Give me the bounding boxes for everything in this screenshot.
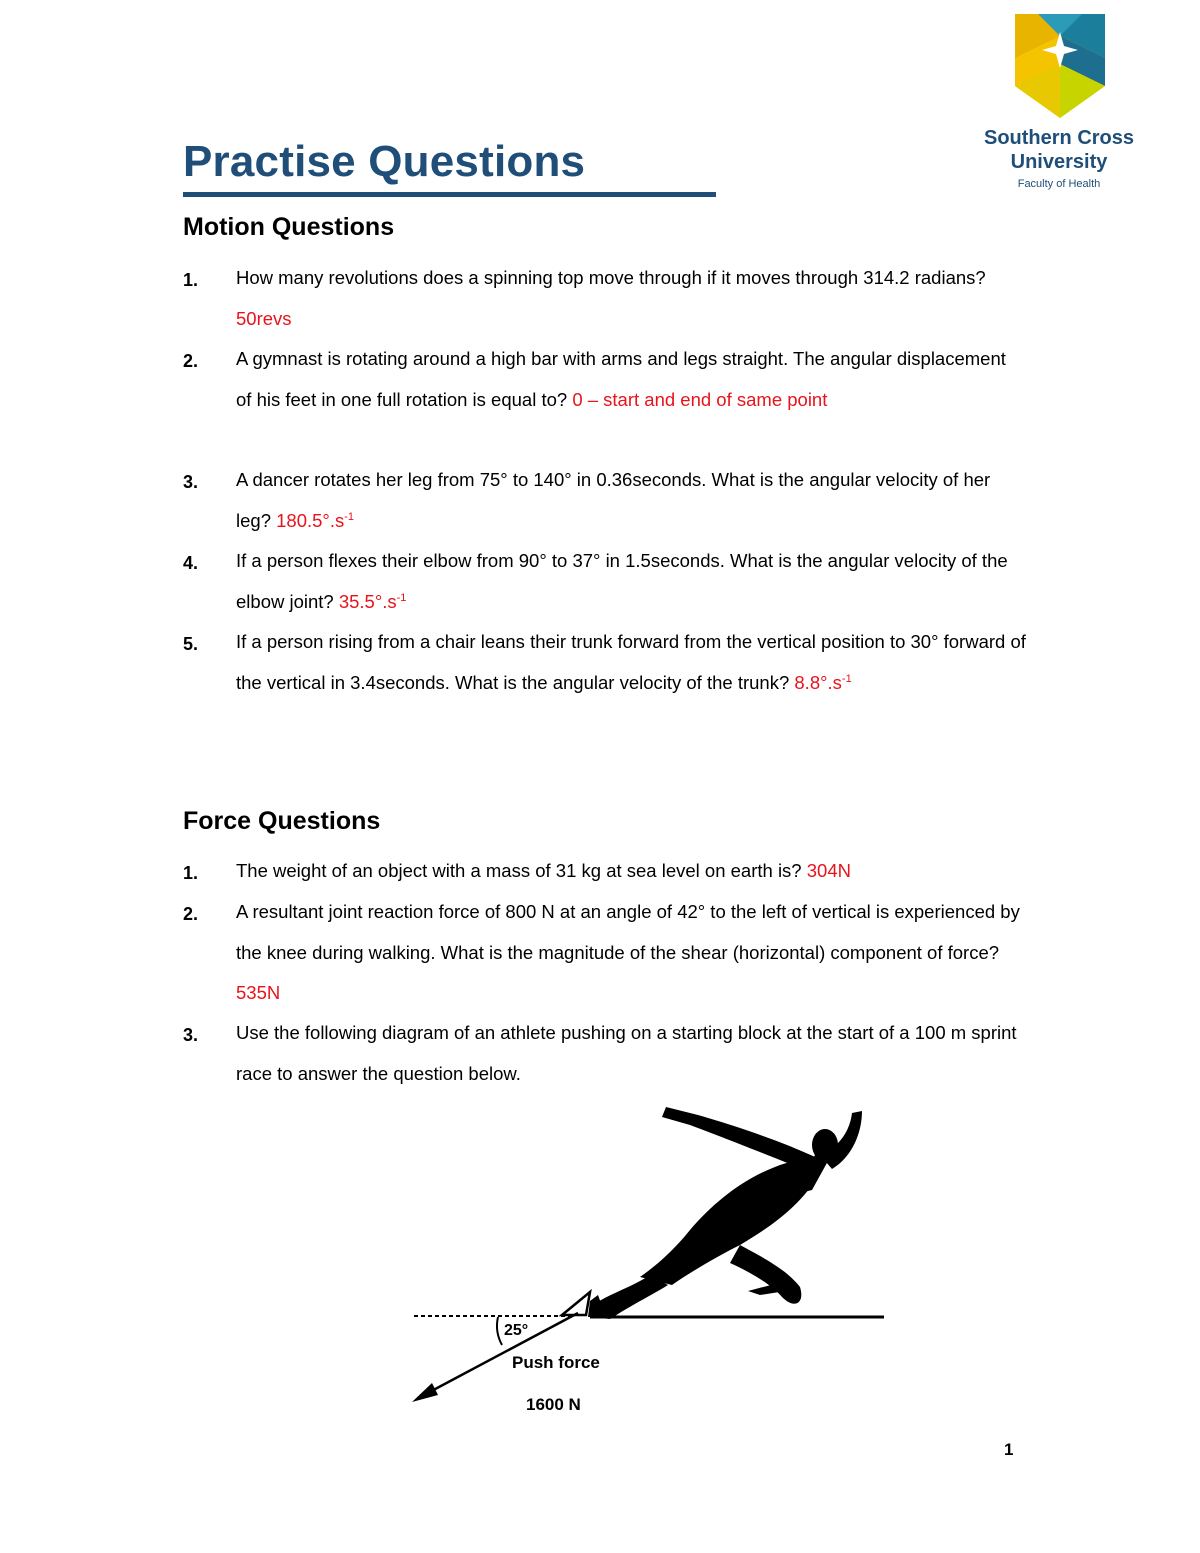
question-text: If a person flexes their elbow from 90° to 37° in 1.5seconds. What is the angular velocity of the elbow joint? [236, 550, 1008, 612]
motion-heading: Motion Questions [183, 213, 395, 241]
logo-text-line1: Southern Cross [983, 127, 1135, 149]
force-q1-number: 1. [183, 863, 199, 883]
question-text: If a person rising from a chair leans their trunk forward from the vertical position to 30° forward of the vertical in 3.4seconds. What is the angular velocity of the trunk? [236, 631, 1026, 693]
arrow-head-icon [412, 1383, 438, 1402]
motion-q5-text [236, 622, 1026, 703]
title-underline [183, 192, 716, 197]
force-value-label: 1600 N [526, 1395, 581, 1414]
angle-label: 25° [504, 1322, 529, 1339]
motion-q4-number: 4. [183, 553, 199, 573]
force-q3-text [236, 1013, 1026, 1094]
answer-text: $8.8^\circ.s^{-1}$ [794, 671, 852, 693]
answer-text: 50revs [236, 307, 292, 329]
sprinter-silhouette-icon [588, 1107, 862, 1319]
force-q2-text [236, 892, 1026, 1014]
starting-block [562, 1292, 590, 1315]
question-text: A gymnast is rotating around a high bar with arms and legs straight. The angular displacement of his feet in one full rotation is equal to? [236, 348, 1006, 410]
angle-arc [497, 1317, 502, 1345]
motion-q5-number: 5. [183, 634, 199, 654]
force-q3-number: 3. [183, 1025, 199, 1045]
page-number: 1 [1004, 1440, 1014, 1459]
answer-text: $35.5^\circ.s^{-1}$ [338, 590, 407, 612]
sprinter-illustration [400, 1095, 900, 1425]
answer-text: 0 – start and end of same point [572, 388, 828, 410]
question-text: The weight of an object with a mass of 31 kg at sea level on earth is? [236, 860, 802, 881]
motion-q2-text [236, 339, 1026, 420]
page-title: Practise Questions [183, 137, 586, 186]
answer-text: 535N [236, 982, 281, 1004]
motion-q2-number: 2. [183, 351, 199, 371]
shield-icon [970, 6, 1150, 126]
answer-text: 304N [806, 860, 851, 881]
motion-q1-text [236, 258, 1026, 339]
force-heading: Force Questions [183, 807, 381, 835]
sprinter-diagram [400, 1095, 900, 1425]
motion-q1-number: 1. [183, 270, 199, 290]
motion-q3-number: 3. [183, 472, 199, 492]
motion-q3-text [236, 460, 1026, 541]
motion-q4-text [236, 541, 1026, 622]
question-text: A dancer rotates her leg from 75° to 140° in 0.36seconds. What is the angular velocity of her leg? [236, 469, 991, 531]
answer-text: $180.5^\circ.s^{-1}$ [276, 509, 354, 531]
university-logo [970, 6, 1150, 196]
logo-text-line2: University [1010, 151, 1108, 173]
question-text: Use the following diagram of an athlete pushing on a starting block at the start of a 100 m sprint race to answer the question below. [236, 1022, 1017, 1084]
question-text: How many revolutions does a spinning top move through if it moves through 314.2 radians? [236, 267, 986, 288]
logo-faculty-text: Faculty of Health [1017, 178, 1101, 190]
question-text: A resultant joint reaction force of 800 N at an angle of 42° to the left of vertical is experienced by the knee during walking. What is the magnitude of the shear (horizontal) component of force? [236, 901, 1020, 963]
force-q2-number: 2. [183, 904, 199, 924]
force-label: Push force [512, 1353, 600, 1372]
force-q1-text [236, 851, 1026, 892]
